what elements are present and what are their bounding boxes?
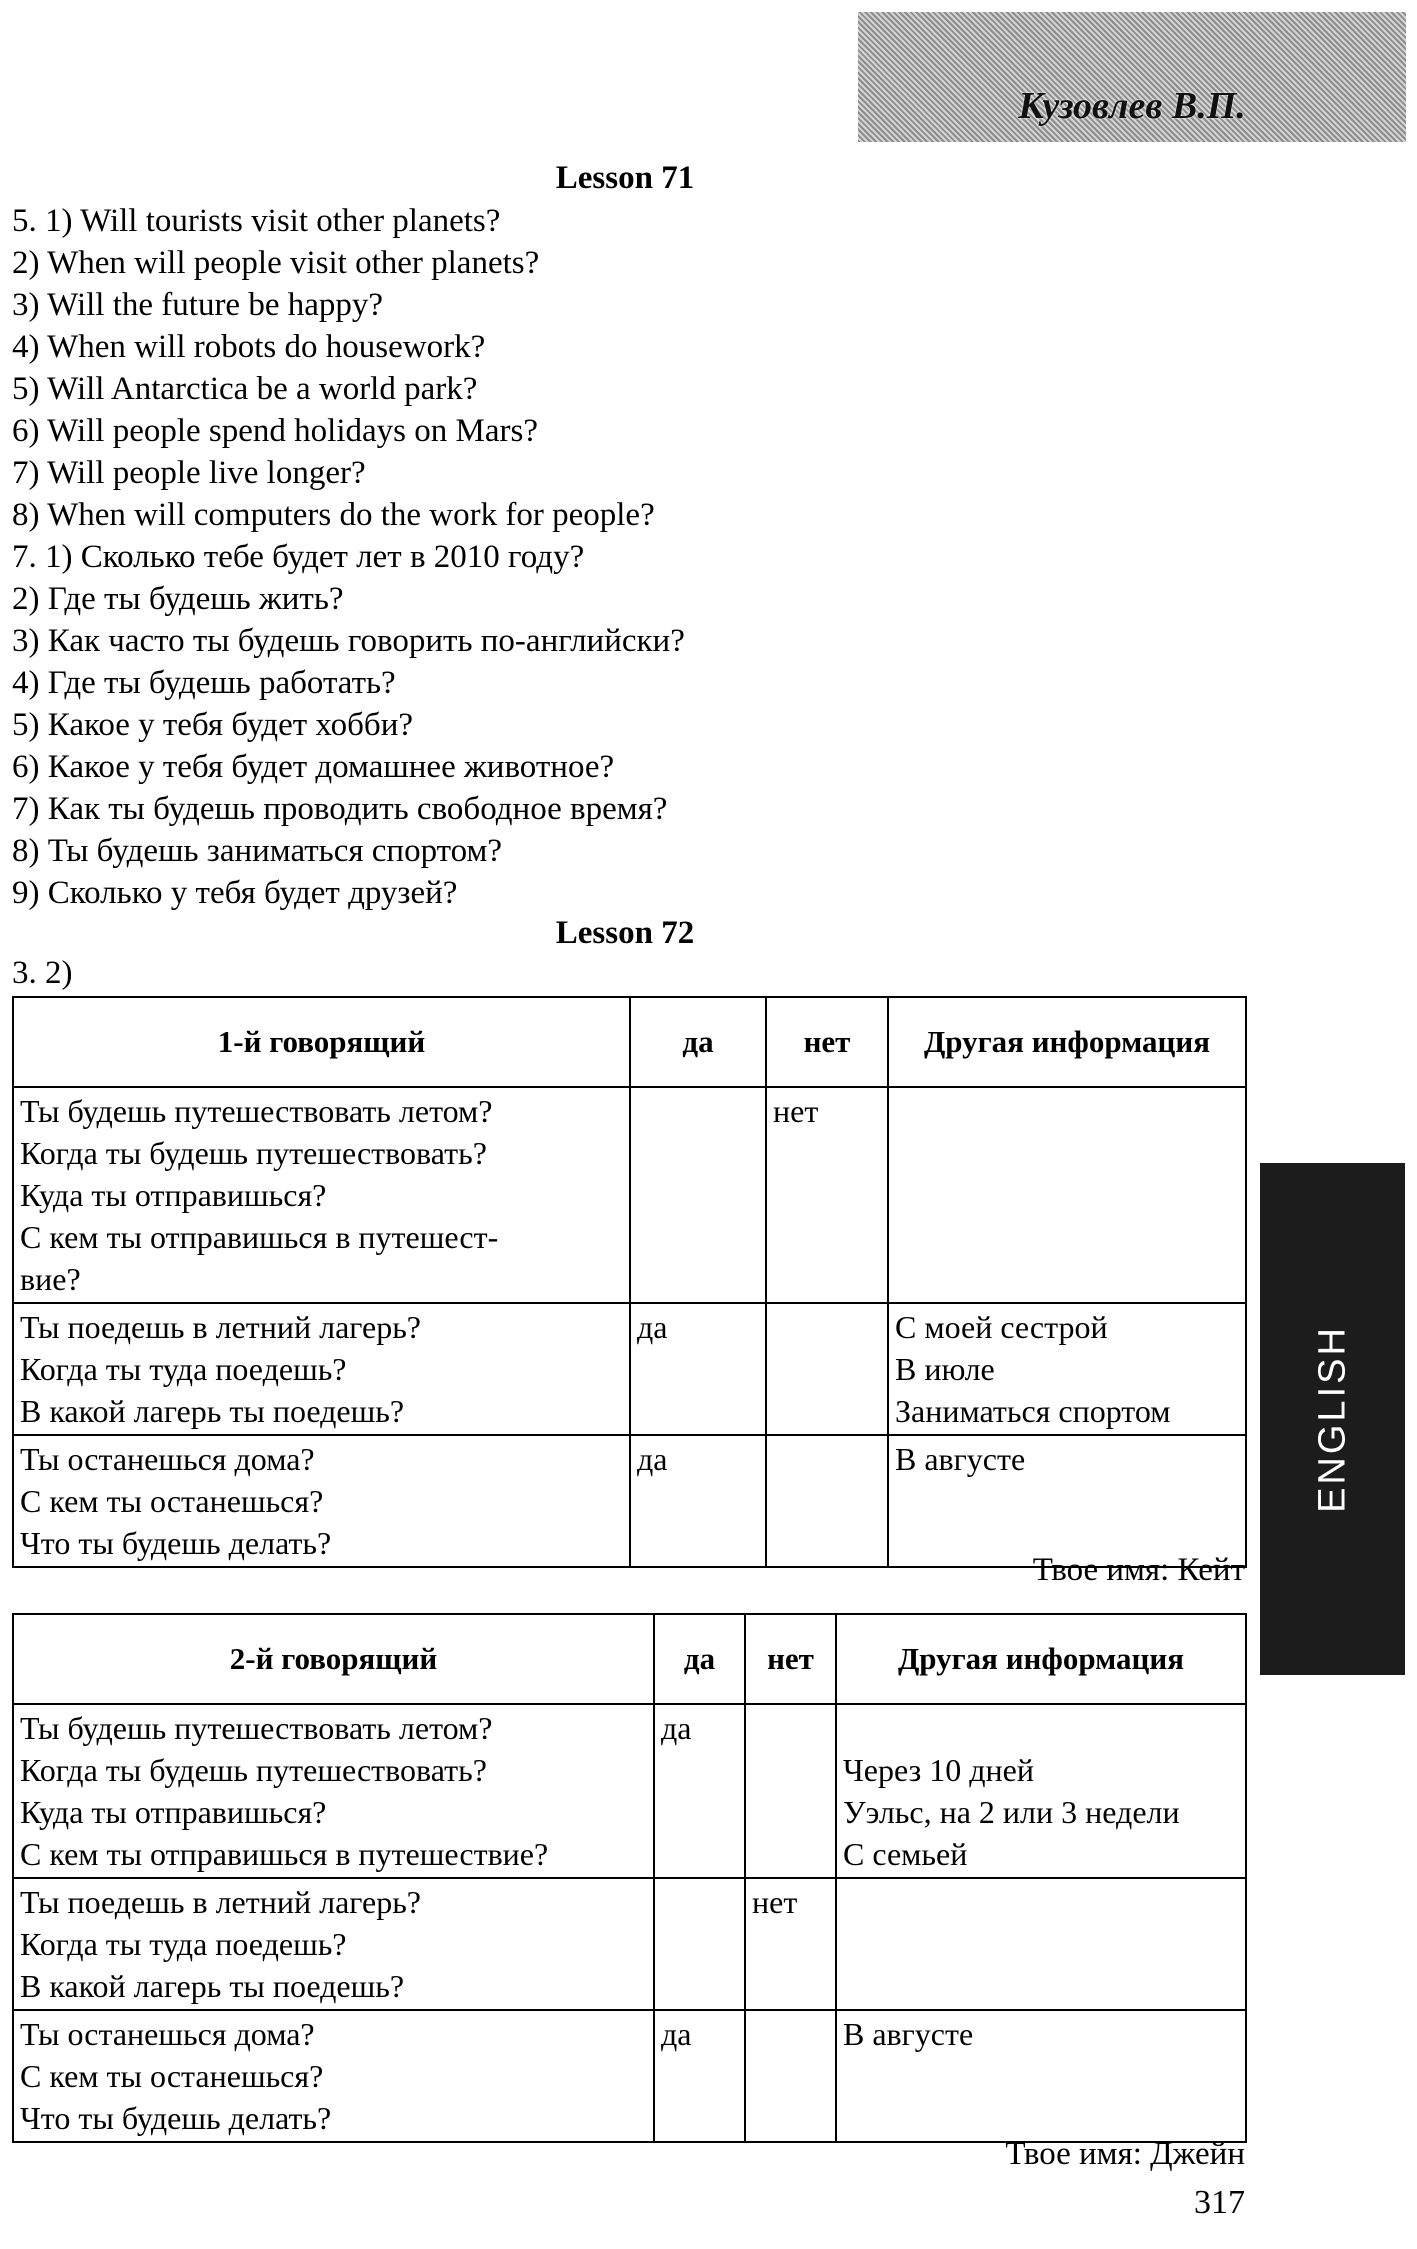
question-line: Ты будешь путешествовать летом?: [20, 1093, 493, 1129]
lesson-71-title: Lesson 71: [555, 160, 695, 196]
question-line: Ты будешь путешествовать летом?: [20, 1710, 493, 1746]
info-line: В августе: [843, 2016, 974, 2052]
author-header-band: [858, 12, 1406, 142]
list-item: 9) Сколько у тебя будет друзей?: [12, 875, 458, 911]
lesson-71-questions: [12, 200, 685, 914]
table-header: Другая информация: [836, 1614, 1246, 1704]
page-number: 317: [1194, 2184, 1245, 2221]
question-line: Когда ты туда поедешь?: [20, 1926, 347, 1962]
questions-cell: [13, 1303, 630, 1435]
list-item: 7) Will people live longer?: [12, 455, 366, 491]
info-line: В июле: [895, 1351, 995, 1387]
info-line: Уэльс, на 2 или 3 недели: [843, 1794, 1180, 1830]
no-cell: нет: [745, 1878, 836, 2010]
yes-cell: да: [630, 1435, 766, 1567]
table-row: [13, 1704, 1246, 1878]
list-item: 4) When will robots do housework?: [12, 329, 486, 365]
question-line: Ты останешься дома?: [20, 2016, 315, 2052]
question-line: Когда ты туда поедешь?: [20, 1351, 347, 1387]
yes-cell: [630, 1087, 766, 1303]
list-item: 2) Где ты будешь жить?: [12, 581, 344, 617]
question-line: Что ты будешь делать?: [20, 2100, 332, 2136]
questions-cell: [13, 2010, 654, 2142]
info-line: С моей сестрой: [895, 1309, 1108, 1345]
list-item: 6) Will people spend holidays on Mars?: [12, 413, 538, 449]
questions-cell: [13, 1704, 654, 1878]
side-tab-label: ENGLISH: [1311, 1325, 1353, 1513]
question-line: С кем ты останешься?: [20, 1483, 324, 1519]
speaker-1-name: Твое имя: Кейт: [1032, 1552, 1245, 1588]
list-item: 7) Как ты будешь проводить свободное время?: [12, 791, 668, 827]
question-line: В какой лагерь ты поедешь?: [20, 1968, 405, 2004]
author-name: Кузовлев В.П.: [1018, 85, 1246, 127]
exercise-label: 3. 2): [12, 955, 73, 991]
question-line: Куда ты отправишься?: [20, 1177, 327, 1213]
info-line: Заниматься спортом: [895, 1393, 1171, 1429]
no-cell: [745, 2010, 836, 2142]
list-item: 3) Will the future be happy?: [12, 287, 384, 323]
table-header: да: [630, 997, 766, 1087]
question-line: С кем ты останешься?: [20, 2058, 324, 2094]
list-item: 5. 1) Will tourists visit other planets?: [12, 203, 501, 239]
list-item: 4) Где ты будешь работать?: [12, 665, 396, 701]
no-cell: [745, 1704, 836, 1878]
info-cell: [836, 1704, 1246, 1878]
info-line: С семьей: [843, 1836, 968, 1872]
question-line: Ты останешься дома?: [20, 1441, 315, 1477]
list-item: 7. 1) Сколько тебе будет лет в 2010 году?: [12, 539, 585, 575]
list-item: 2) When will people visit other planets?: [12, 245, 540, 281]
questions-cell: [13, 1087, 630, 1303]
table-row: [13, 1878, 1246, 2010]
question-line: вие?: [20, 1261, 81, 1297]
list-item: 5) Will Antarctica be a world park?: [12, 371, 478, 407]
list-item: 3) Как часто ты будешь говорить по-английски?: [12, 623, 685, 659]
table-header: нет: [766, 997, 888, 1087]
question-line: С кем ты отправишься в путешествие?: [20, 1836, 549, 1872]
question-line: Ты поедешь в летний лагерь?: [20, 1884, 421, 1920]
question-line: В какой лагерь ты поедешь?: [20, 1393, 405, 1429]
list-item: 5) Какое у тебя будет хобби?: [12, 707, 414, 743]
table-row: [13, 1435, 1246, 1567]
table-header: 2-й говорящий: [13, 1614, 654, 1704]
question-line: С кем ты отправишься в путешест-: [20, 1219, 499, 1255]
question-line: Когда ты будешь путешествовать?: [20, 1752, 487, 1788]
list-item: 6) Какое у тебя будет домашнее животное?: [12, 749, 615, 785]
info-cell: [888, 1087, 1246, 1303]
questions-cell: [13, 1435, 630, 1567]
no-cell: нет: [766, 1087, 888, 1303]
list-item: 8) Ты будешь заниматься спортом?: [12, 833, 503, 869]
table-header: да: [654, 1614, 745, 1704]
yes-cell: да: [654, 2010, 745, 2142]
speaker-2-name: Твое имя: Джейн: [1005, 2136, 1245, 2172]
yes-cell: да: [654, 1704, 745, 1878]
table-row: [13, 1087, 1246, 1303]
table-header: 1-й говорящий: [13, 997, 630, 1087]
question-line: Когда ты будешь путешествовать?: [20, 1135, 487, 1171]
list-item: 8) When will computers do the work for people?: [12, 497, 655, 533]
speaker-2-table: [12, 1613, 1247, 2143]
table-header: Другая информация: [888, 997, 1246, 1087]
info-cell: [836, 2010, 1246, 2142]
info-cell: [888, 1303, 1246, 1435]
info-line: [843, 1707, 1239, 1749]
table-row: [13, 2010, 1246, 2142]
no-cell: [766, 1303, 888, 1435]
speaker-1-table: [12, 996, 1247, 1568]
english-side-tab: [1260, 1163, 1405, 1675]
info-cell: [888, 1435, 1246, 1567]
no-cell: [766, 1435, 888, 1567]
table-header: нет: [745, 1614, 836, 1704]
info-line: Через 10 дней: [843, 1752, 1034, 1788]
info-cell: [836, 1878, 1246, 2010]
question-line: Что ты будешь делать?: [20, 1525, 332, 1561]
info-line: В августе: [895, 1441, 1026, 1477]
questions-cell: [13, 1878, 654, 2010]
table-row: [13, 1303, 1246, 1435]
question-line: Куда ты отправишься?: [20, 1794, 327, 1830]
yes-cell: [654, 1878, 745, 2010]
yes-cell: да: [630, 1303, 766, 1435]
lesson-72-title: Lesson 72: [555, 915, 695, 951]
question-line: Ты поедешь в летний лагерь?: [20, 1309, 421, 1345]
